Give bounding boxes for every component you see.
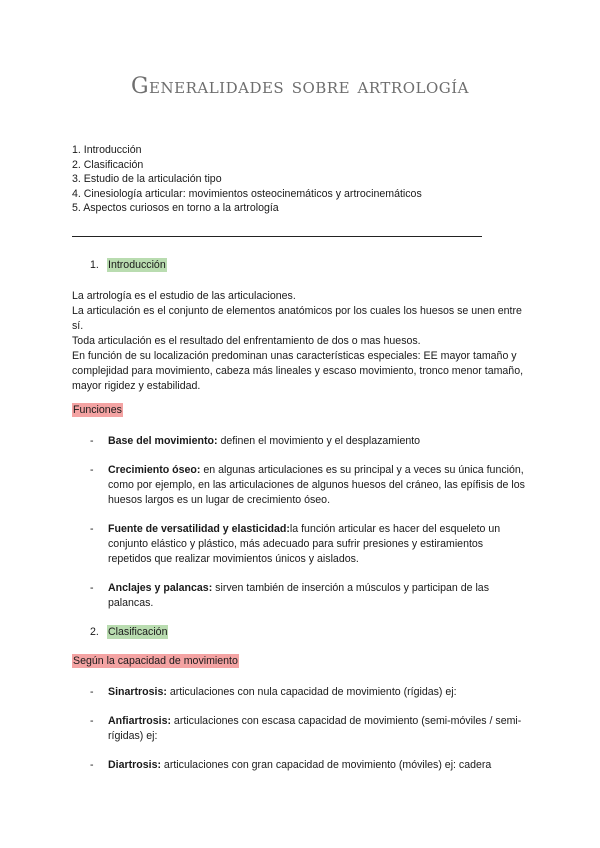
- dash-marker: -: [90, 582, 94, 594]
- list-item: [90, 522, 528, 567]
- toc-item: 5. Aspectos curiosos en torno a la artrología: [72, 202, 279, 215]
- section-number: 1.: [90, 259, 99, 271]
- list-item: [90, 714, 528, 744]
- item-text: articulaciones con escasa capacidad de movimiento (semi-móviles / semi-rígidas) ej:: [108, 715, 522, 742]
- section-number: 2.: [90, 626, 99, 638]
- item-text: articulaciones con nula capacidad de movimiento (rígidas) ej:: [166, 686, 457, 698]
- section-label: Introducción: [108, 259, 166, 271]
- item-term: Anclajes y palancas:: [108, 582, 213, 594]
- intro-line: En función de su localización predominan unas características especiales: EE mayor tamaño y complejidad para movimiento, cabeza más lineales y escaso movimiento, tronco menor tamaño, mayor rigidez y estabilidad.: [72, 350, 524, 392]
- dash-marker: -: [90, 435, 94, 447]
- dash-marker: -: [90, 686, 94, 698]
- section-heading-clasificacion: [90, 626, 168, 638]
- section-heading-introduccion: [90, 259, 167, 271]
- intro-line: La artrología es el estudio de las articulaciones.: [72, 290, 296, 302]
- intro-paragraph: [72, 289, 527, 394]
- item-text: definen el movimiento y el desplazamiento: [217, 435, 421, 447]
- page-title: Generalidades sobre artrología: [130, 74, 469, 99]
- list-item: [90, 463, 528, 508]
- item-term: Fuente de versatilidad y elasticidad:: [108, 523, 290, 535]
- item-text: sirven también de inserción a músculos y participan de las palancas.: [108, 582, 489, 609]
- dash-marker: -: [90, 464, 94, 476]
- toc-item: 4. Cinesiología articular: movimientos osteocinemáticos y artrocinemáticos: [72, 187, 422, 200]
- item-text: en algunas articulaciones es su principal y a veces su única función, como por ejemplo, en las articulaciones de algunos huesos del cráneo, las epífisis de los huesos largos es un lugar de crecimiento óseo.: [108, 464, 525, 506]
- item-term: Sinartrosis:: [108, 686, 167, 698]
- dash-marker: -: [90, 759, 94, 771]
- item-text: articulaciones con gran capacidad de movimiento (móviles) ej: cadera: [160, 759, 492, 771]
- movilidad-heading: [72, 655, 239, 667]
- intro-line: Toda articulación es el resultado del enfrentamiento de dos o mas huesos.: [72, 335, 421, 347]
- intro-line: La articulación es el conjunto de elementos anatómicos por los cuales los huesos se unen entre sí.: [72, 305, 522, 332]
- funciones-heading-text: Funciones: [73, 404, 122, 416]
- item-term: Anfiartrosis:: [108, 715, 171, 727]
- list-item: [90, 581, 528, 611]
- funciones-heading: [72, 404, 123, 416]
- dash-marker: -: [90, 715, 94, 727]
- dash-marker: -: [90, 523, 94, 535]
- toc-item: 2. Clasificación: [72, 158, 144, 171]
- toc-item: 3. Estudio de la articulación tipo: [72, 173, 222, 186]
- list-item: [90, 758, 528, 773]
- section-label: Clasificación: [108, 626, 168, 638]
- list-item: [90, 434, 528, 449]
- item-term: Base del movimiento:: [108, 435, 218, 447]
- toc-item: 1. Introducción: [72, 144, 142, 156]
- movilidad-heading-text: Según la capacidad de movimiento: [73, 655, 238, 667]
- item-text: la función articular es hacer del esqueleto un conjunto elástico y plástico, más adecuado para sufrir presiones y estiramientos repetidos que realizar movimientos únicos y aislados.: [108, 523, 501, 565]
- table-of-contents: [72, 143, 422, 216]
- list-item: [90, 685, 528, 700]
- horizontal-divider: [72, 236, 482, 237]
- item-term: Diartrosis:: [108, 759, 161, 771]
- item-term: Crecimiento óseo:: [108, 464, 201, 476]
